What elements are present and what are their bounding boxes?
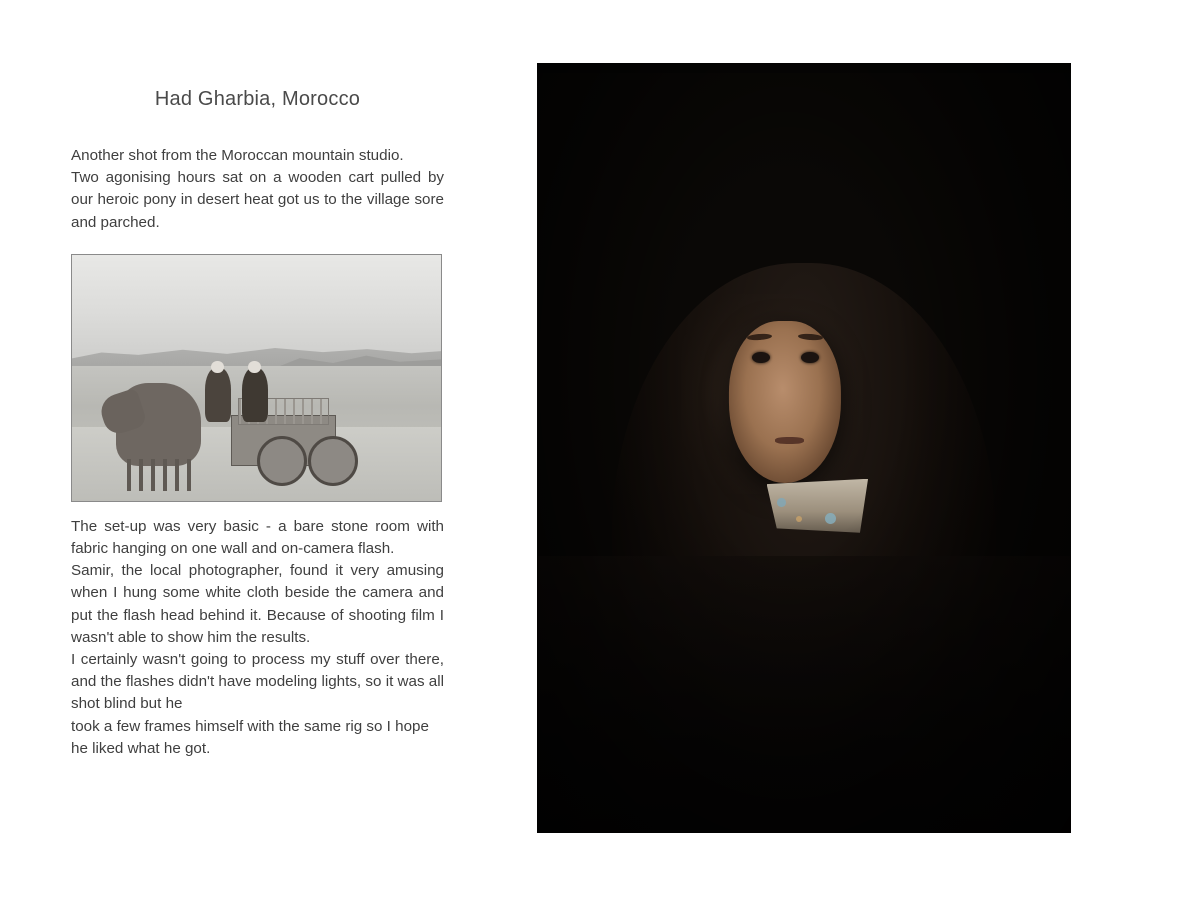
photo-cart-wheel-front: [257, 436, 307, 486]
article-column: [71, 88, 444, 760]
paragraph-journey: Two agonising hours sat on a wooden cart pulled by our heroic pony in desert heat got us to the village sore and parched.: [71, 169, 444, 231]
paragraph-setup: The set-up was very basic - a bare stone room with fabric hanging on one wall and on-camera flash.: [71, 517, 444, 558]
photo-pony-legs-shape: [127, 459, 193, 491]
paragraph-samir: Samir, the local photographer, found it very amusing when I hung some white cloth beside the camera and put the flash head behind it. Because of shooting film I wasn't able to show him the results.: [71, 562, 444, 646]
page-title: Had Gharbia, Morocco: [154, 88, 361, 110]
portrait-child-in-dark-hooded-robe: [537, 63, 1071, 833]
paragraph-intro: Another shot from the Moroccan mountain studio.: [71, 147, 404, 164]
photo-rider-figure-right: [242, 368, 268, 422]
paragraph-closing: took a few frames himself with the same rig so I hope he liked what he got.: [71, 717, 429, 757]
photo-rider-figure-left: [205, 368, 231, 422]
photo-rider-head-left: [211, 361, 224, 373]
black-and-white-photo-pony-cart: [71, 254, 442, 502]
photo-rider-head-right: [248, 361, 261, 373]
photo-vignette-overlay: [537, 63, 1071, 833]
paragraph-processing: I certainly wasn't going to process my stuff over there, and the flashes didn't have modeling lights, so it was all shot blind but he: [71, 651, 444, 713]
photo-sky-region: [72, 255, 441, 358]
